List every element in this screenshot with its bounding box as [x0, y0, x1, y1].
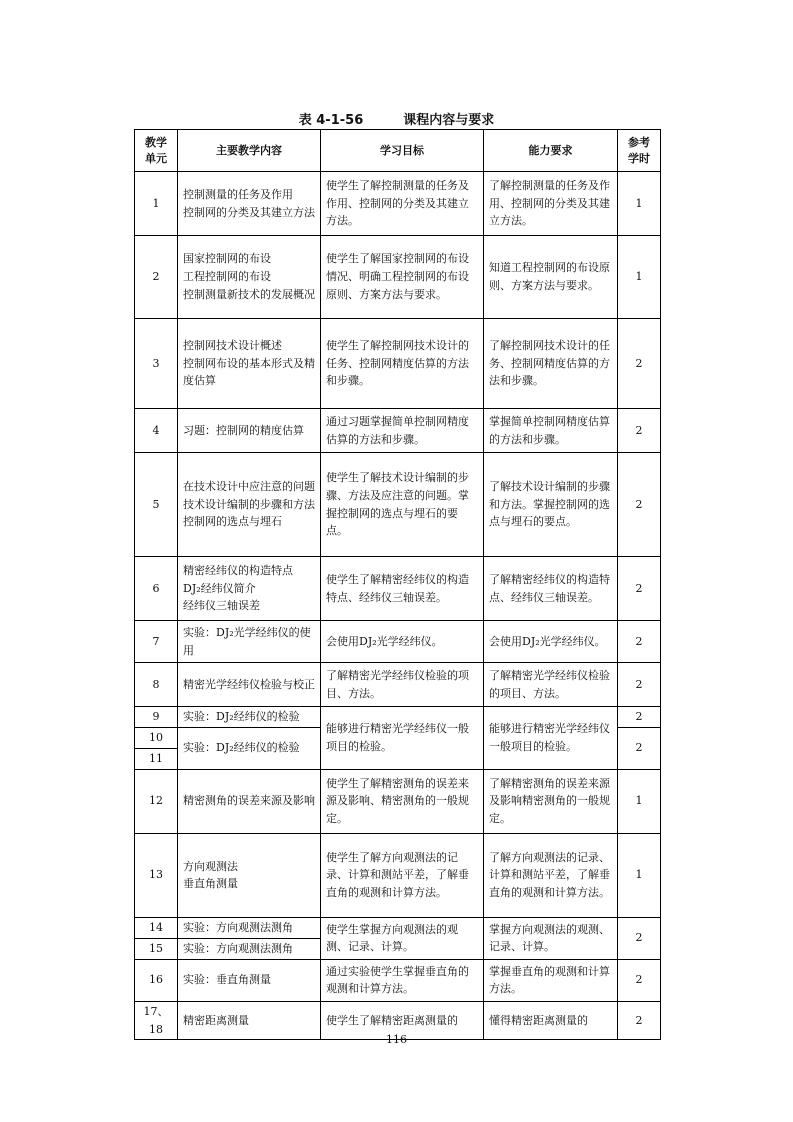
table-row	[135, 409, 661, 453]
ability-cell: 掌握简单控制网精度估算的方法和步骤。	[484, 409, 618, 453]
header-content: 主要教学内容	[178, 130, 321, 172]
goal-cell: 使学生掌握方向观测法的观测、记录、计算。	[321, 917, 484, 959]
goal-cell: 使学生了解国家控制网的布设情况、明确工程控制网的布设原则、方案方法与要求。	[321, 236, 484, 319]
table-title	[0, 109, 793, 128]
content-cell: 控制网技术设计概述 控制网布设的基本形式及精度估算	[178, 319, 321, 409]
ability-cell: 了解精密光学经纬仪检验的项目、方法。	[484, 663, 618, 707]
ability-cell: 能够进行精密光学经纬仪一般项目的检验。	[484, 707, 618, 770]
unit-cell: 16	[135, 959, 178, 1001]
unit-cell: 5	[135, 453, 178, 557]
goal-cell: 使学生了解控制测量的任务及作用、控制网的分类及其建立方法。	[321, 172, 484, 236]
content-cell: 习题：控制网的精度估算	[178, 409, 321, 453]
unit-cell: 7	[135, 621, 178, 663]
goal-cell: 使学生了解精密经纬仪的构造特点、经纬仪三轴误差。	[321, 557, 484, 621]
hours-cell: 2	[618, 1001, 661, 1040]
ability-cell: 了解方向观测法的记录、计算和测站平差，了解垂直角的观测和计算方法。	[484, 833, 618, 917]
page-number: 116	[386, 1033, 407, 1046]
hours-cell: 2	[618, 453, 661, 557]
goal-cell: 通过实验使学生掌握垂直角的观测和计算方法。	[321, 959, 484, 1001]
goal-cell: 使学生了解精密测角的误差来源及影响、精密测角的一般规定。	[321, 769, 484, 833]
ability-cell: 懂得精密距离测量的	[484, 1001, 618, 1040]
content-cell: 国家控制网的布设 工程控制网的布设 控制测量新技术的发展概况	[178, 236, 321, 319]
hours-cell: 2	[618, 621, 661, 663]
goal-cell: 了解精密光学经纬仪检验的项目、方法。	[321, 663, 484, 707]
content-cell: 精密测角的误差来源及影响	[178, 769, 321, 833]
content-cell: 实验：DJ₂经纬仪的检验	[178, 727, 321, 769]
content-cell: 方向观测法 垂直角测量	[178, 833, 321, 917]
goal-cell: 使学生了解技术设计编制的步骤、方法及应注意的问题。掌握控制网的选点与埋石的要点。	[321, 453, 484, 557]
hours-cell: 2	[618, 663, 661, 707]
ability-cell: 知道工程控制网的布设原则、方案方法与要求。	[484, 236, 618, 319]
hours-cell: 1	[618, 172, 661, 236]
hours-cell: 1	[618, 833, 661, 917]
ability-cell: 了解技术设计编制的步骤和方法。掌握控制网的选点与埋石的要点。	[484, 453, 618, 557]
content-cell: 实验：方向观测法测角	[178, 938, 321, 959]
unit-cell: 8	[135, 663, 178, 707]
unit-cell: 4	[135, 409, 178, 453]
unit-cell: 12	[135, 769, 178, 833]
unit-cell: 17、18	[135, 1001, 178, 1040]
unit-cell: 1	[135, 172, 178, 236]
ability-cell: 了解控制网技术设计的任务、控制网精度估算的方法和步骤。	[484, 319, 618, 409]
hours-cell: 2	[618, 727, 661, 769]
goal-cell: 使学生了解控制网技术设计的任务、控制网精度估算的方法和步骤。	[321, 319, 484, 409]
unit-cell: 2	[135, 236, 178, 319]
ability-cell: 了解控制测量的任务及作用、控制网的分类及其建立方法。	[484, 172, 618, 236]
table-row	[135, 557, 661, 621]
goal-cell: 能够进行精密光学经纬仪一般项目的检验。	[321, 707, 484, 770]
content-cell: 精密经纬仪的构造特点 DJ₂经纬仪简介 经纬仪三轴误差	[178, 557, 321, 621]
content-cell: 精密光学经纬仪检验与校正	[178, 663, 321, 707]
ability-cell: 了解精密测角的误差来源及影响精密测角的一般规定。	[484, 769, 618, 833]
hours-cell: 2	[618, 917, 661, 959]
ability-cell: 了解精密经纬仪的构造特点、经纬仪三轴误差。	[484, 557, 618, 621]
header-goal: 学习目标	[321, 130, 484, 172]
unit-cell: 15	[135, 938, 178, 959]
hours-cell: 2	[618, 319, 661, 409]
table-row	[135, 769, 661, 833]
goal-cell: 使学生了解精密距离测量的	[321, 1001, 484, 1040]
goal-cell: 会使用DJ₂光学经纬仪。	[321, 621, 484, 663]
unit-cell: 11	[135, 748, 178, 769]
hours-cell: 2	[618, 707, 661, 728]
table-row	[135, 453, 661, 557]
course-content-table	[134, 129, 661, 1040]
unit-cell: 14	[135, 917, 178, 938]
table-row	[135, 833, 661, 917]
header-ability: 能力要求	[484, 130, 618, 172]
table-row	[135, 236, 661, 319]
table-row	[135, 663, 661, 707]
table-row	[135, 959, 661, 1001]
content-cell: 控制测量的任务及作用 控制网的分类及其建立方法	[178, 172, 321, 236]
table-row	[135, 917, 661, 938]
header-unit: 教学 单元	[135, 130, 178, 172]
unit-cell: 9	[135, 707, 178, 728]
unit-cell: 13	[135, 833, 178, 917]
unit-cell: 3	[135, 319, 178, 409]
header-hours: 参考 学时	[618, 130, 661, 172]
header-row	[135, 130, 661, 172]
table-caption: 课程内容与要求	[403, 113, 495, 128]
hours-cell: 2	[618, 409, 661, 453]
hours-cell: 1	[618, 236, 661, 319]
content-cell: 在技术设计中应注意的问题 技术设计编制的步骤和方法 控制网的选点与埋石	[178, 453, 321, 557]
table-row	[135, 707, 661, 728]
hours-cell: 2	[618, 959, 661, 1001]
content-cell: 实验：DJ₂经纬仪的检验	[178, 707, 321, 728]
table-row	[135, 172, 661, 236]
goal-cell: 使学生了解方向观测法的记录、计算和测站平差，了解垂直角的观测和计算方法。	[321, 833, 484, 917]
content-cell: 实验：方向观测法测角	[178, 917, 321, 938]
hours-cell: 2	[618, 557, 661, 621]
unit-cell: 6	[135, 557, 178, 621]
table-row	[135, 621, 661, 663]
goal-cell: 通过习题掌握简单控制网精度估算的方法和步骤。	[321, 409, 484, 453]
ability-cell: 掌握垂直角的观测和计算方法。	[484, 959, 618, 1001]
table-number: 表 4-1-56	[298, 113, 364, 128]
table-row	[135, 319, 661, 409]
content-cell: 精密距离测量	[178, 1001, 321, 1040]
content-cell: 实验：DJ₂光学经纬仪的使用	[178, 621, 321, 663]
content-cell: 实验：垂直角测量	[178, 959, 321, 1001]
ability-cell: 会使用DJ₂光学经纬仪。	[484, 621, 618, 663]
unit-cell: 10	[135, 727, 178, 748]
hours-cell: 1	[618, 769, 661, 833]
ability-cell: 掌握方向观测法的观测、记录、计算。	[484, 917, 618, 959]
